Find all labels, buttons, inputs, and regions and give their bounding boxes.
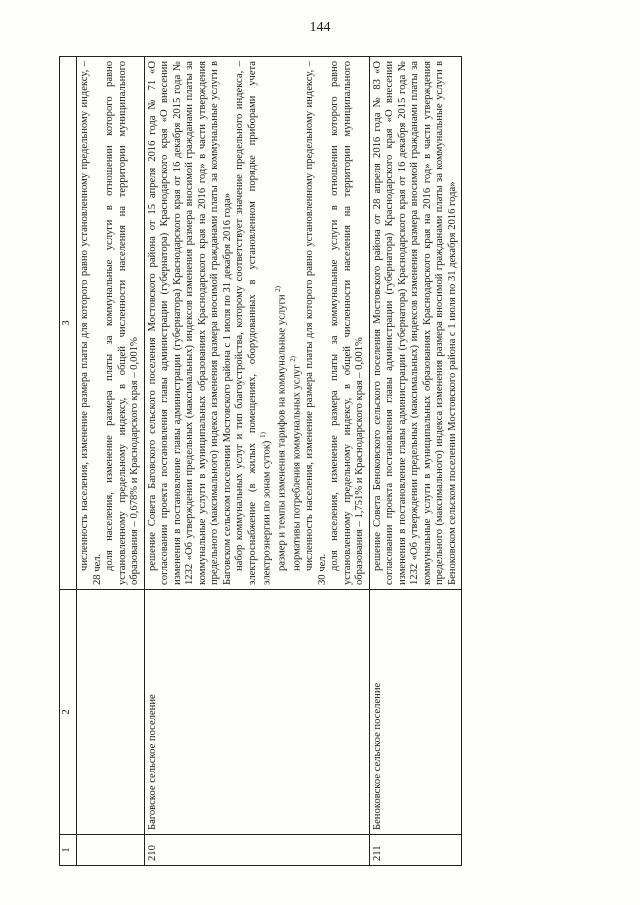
header-col-3: 3 — [60, 57, 77, 590]
details-cell — [144, 57, 369, 590]
footnote-ref: 1) — [259, 432, 267, 438]
decision-text: решение Совета Беноковского сельского поселения Мостовского района от 28 апреля 2016 года № 83 «О согласовании проекта постановления главы администрации (губернатора) Краснодарского края «О внесении изменения в постановление главы администрации (губернатора) Краснодарского края от 16 декабря 2015 года № 1232 «Об утверждении предельных (максимальных) индексов изменения размера вносимой гражданами платы за коммунальные услуги в муниципальных образованиях Краснодарского края на 2016 год» в части утверждения предельного (максимального) индекса изменения размера вносимой гражданами платы за коммунальные услуги в Беноковском сельском поселении Мостовского района с 1 июля по 31 декабря 2016 года» — [371, 61, 458, 585]
municipality-name: Беноковское сельское поселение — [369, 590, 462, 835]
details-cell — [77, 57, 145, 590]
population-share-text: доля населения, изменение размера платы за коммунальные услуги в отношении которого равно установленному предельному индексу, в общей численности населения на территории муниципального образования – 0,678% и Краснодарского края – 0,001% — [104, 61, 140, 585]
service-set-line — [234, 61, 274, 585]
header-col-2: 2 — [60, 590, 77, 835]
header-col-1: 1 — [60, 835, 77, 866]
table-row-211 — [369, 57, 462, 866]
tariff-text: размер и темпы изменения тарифов на коммунальные услуги — [276, 294, 288, 571]
rotated-table-container — [59, 56, 597, 866]
norms-text: нормативы потребления коммунальных услуг — [291, 364, 303, 571]
table-row-210 — [144, 57, 369, 866]
norms-line — [289, 61, 304, 585]
decision-text: решение Совета Баговского сельского поселения Мостовского района от 15 апреля 2016 года № 71 «О согласовании проекта постановления главы администрации (губернатора) Краснодарского края «О внесении изменения в постановление главы администрации (губернатора) Краснодарского края от 16 декабря 2015 года № 1232 «Об утверждении предельных (максимальных) индексов изменения размера вносимой гражданами платы за коммунальные услуги в муниципальных образованиях Краснодарского края на 2016 год» в части утверждения предельного (максимального) индекса изменения размера вносимой гражданами платы за коммунальные услуги в Баговском сельском поселении Мостовского района с 1 июля по 31 декабря 2016 года» — [146, 61, 233, 585]
details-cell — [369, 57, 462, 590]
table-row-continuation — [77, 57, 145, 866]
row-number-cell: 211 — [369, 835, 462, 866]
footnote-ref: 2) — [274, 286, 283, 292]
population-count-text: численность населения, изменение размера платы для которого равно установленному предельному индексу, – 30 чел. — [304, 61, 328, 585]
municipality-cell — [77, 590, 145, 835]
regulation-table — [59, 56, 462, 866]
footnote-ref: 2) — [289, 356, 298, 362]
table-header-row — [60, 57, 77, 866]
row-number-cell — [77, 835, 145, 866]
page-number: 144 — [309, 20, 331, 35]
population-count-text: численность населения, изменение размера платы для которого равно установленному предельному индексу, – 28 чел. — [79, 61, 103, 585]
row-number-cell: 210 — [144, 835, 369, 866]
population-share-text: доля населения, изменение размера платы за коммунальные услуги в отношении которого равно установленному предельному индексу, в общей численности населения на территории муниципального образования – 1,751% и Краснодарского края – 0,001% — [329, 61, 366, 585]
municipality-name: Баговское сельское поселение — [144, 590, 369, 835]
service-set-text: набор коммунальных услуг и тип благоустройства, которому соответствует значение предельного индекса, – электроснабжение (в жилых помещениях, оборудованных в установленном порядке приборами учета электроэнергии по зонам суток) — [234, 61, 273, 585]
tariff-line — [274, 61, 289, 585]
